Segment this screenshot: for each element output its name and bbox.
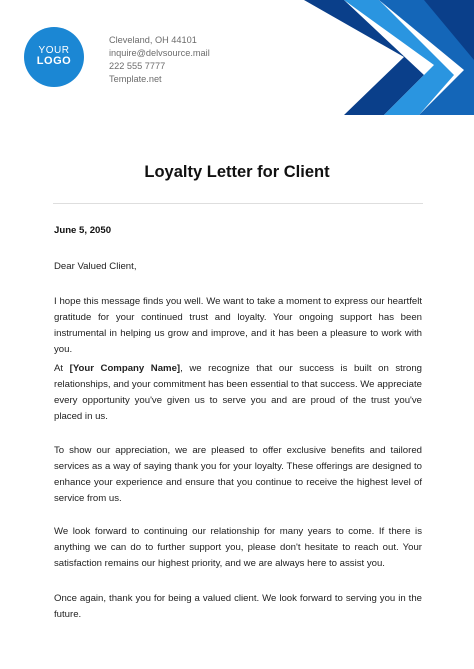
- paragraph-2-post: , we recognize that our success is built on strong relationships, and your commitment has been essential to that success. We appreciate every opportunity you've given us to serve you and are proud of the trust you've placed in us.: [54, 363, 423, 422]
- logo-line-1: YOUR: [38, 44, 70, 56]
- company-name-placeholder: [Your Company Name]: [69, 363, 181, 374]
- paragraph-3: To show our appreciation, we are pleased to offer exclusive benefits and tailored services as a way of saying thank you for your loyalty. These offerings are designed to enhance your experience and ensure that you continue to receive the highest level of service from us.: [54, 445, 422, 504]
- contact-info: [109, 34, 210, 86]
- letter-greeting: Dear Valued Client,: [54, 261, 137, 272]
- paragraph-2: [54, 361, 422, 425]
- contact-phone: 222 555 7777: [109, 61, 166, 71]
- logo-line-2: LOGO: [36, 55, 72, 68]
- paragraph-4: We look forward to continuing our relationship for many years to come. If there is anything we can do to further support you, please don't hesitate to reach out. Your satisfaction remains our highest priority, and we are always here to assist you.: [54, 526, 422, 569]
- company-logo: [24, 27, 84, 87]
- letter-title: Loyalty Letter for Client: [144, 163, 330, 181]
- corner-chevron-decoration: [304, 0, 474, 115]
- title-divider: [53, 203, 423, 204]
- contact-email: inquire@delvsource.mail: [109, 48, 210, 58]
- letter-date: June 5, 2050: [54, 225, 112, 236]
- paragraph-1: I hope this message finds you well. We want to take a moment to express our heartfelt gratitude for your continued trust and loyalty. Your ongoing support has been instrumental in helping us grow and improve, and it has been a pleasure to work with you.: [54, 296, 422, 355]
- contact-address: Cleveland, OH 44101: [109, 35, 197, 45]
- paragraph-5: Once again, thank you for being a valued client. We look forward to serving you in the future.: [54, 593, 422, 620]
- contact-website: Template.net: [109, 74, 162, 84]
- paragraph-2-pre: At: [54, 363, 70, 374]
